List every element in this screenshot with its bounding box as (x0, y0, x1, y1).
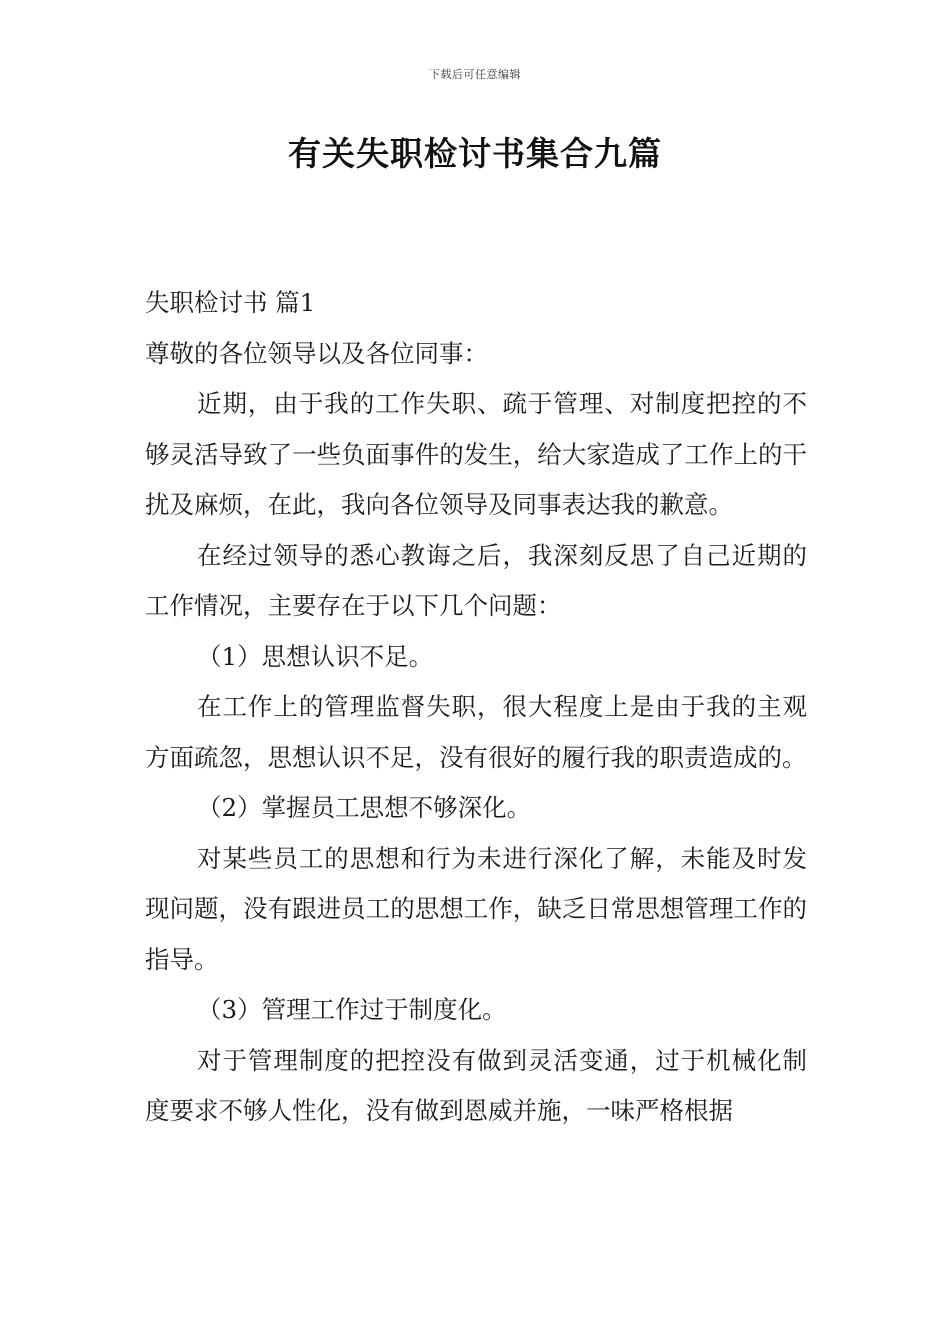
paragraph-issue-2: 对某些员工的思想和行为未进行深化了解，未能及时发现问题，没有跟进员工的思想工作，缺乏日常思想管理工作的指导。 (145, 843, 807, 974)
paragraph-issue-1: 在工作上的管理监督失职，很大程度上是由于我的主观方面疏忽，思想认识不足，没有很好的履行我的职责造成的。 (145, 692, 807, 772)
document-title: 有关失职检讨书集合九篇 (288, 134, 662, 173)
paragraph-reflection: 在经过领导的悉心教诲之后，我深刻反思了自己近期的工作情况，主要存在于以下几个问题： (145, 540, 807, 620)
document-body (145, 278, 807, 1137)
issue-heading-3: （3）管理工作过于制度化。 (197, 995, 507, 1024)
paragraph-issue-3: 对于管理制度的把控没有做到灵活变通，过于机械化制度要求不够人性化，没有做到恩威并施，一味严格根据 (145, 1045, 807, 1125)
salutation: 尊敬的各位领导以及各位同事： (145, 338, 488, 368)
section-heading: 失职检讨书 篇1 (145, 288, 316, 317)
issue-heading-2: （2）掌握员工思想不够深化。 (197, 793, 532, 822)
paragraph-apology: 近期，由于我的工作失职、疏于管理、对制度把控的不够灵活导致了一些负面事件的发生，给大家造成了工作上的干扰及麻烦，在此，我向各位领导及同事表达我的歉意。 (145, 389, 807, 519)
header-note: 下载后可任意编辑 (429, 68, 521, 81)
issue-heading-1: （1）思想认识不足。 (197, 641, 434, 671)
